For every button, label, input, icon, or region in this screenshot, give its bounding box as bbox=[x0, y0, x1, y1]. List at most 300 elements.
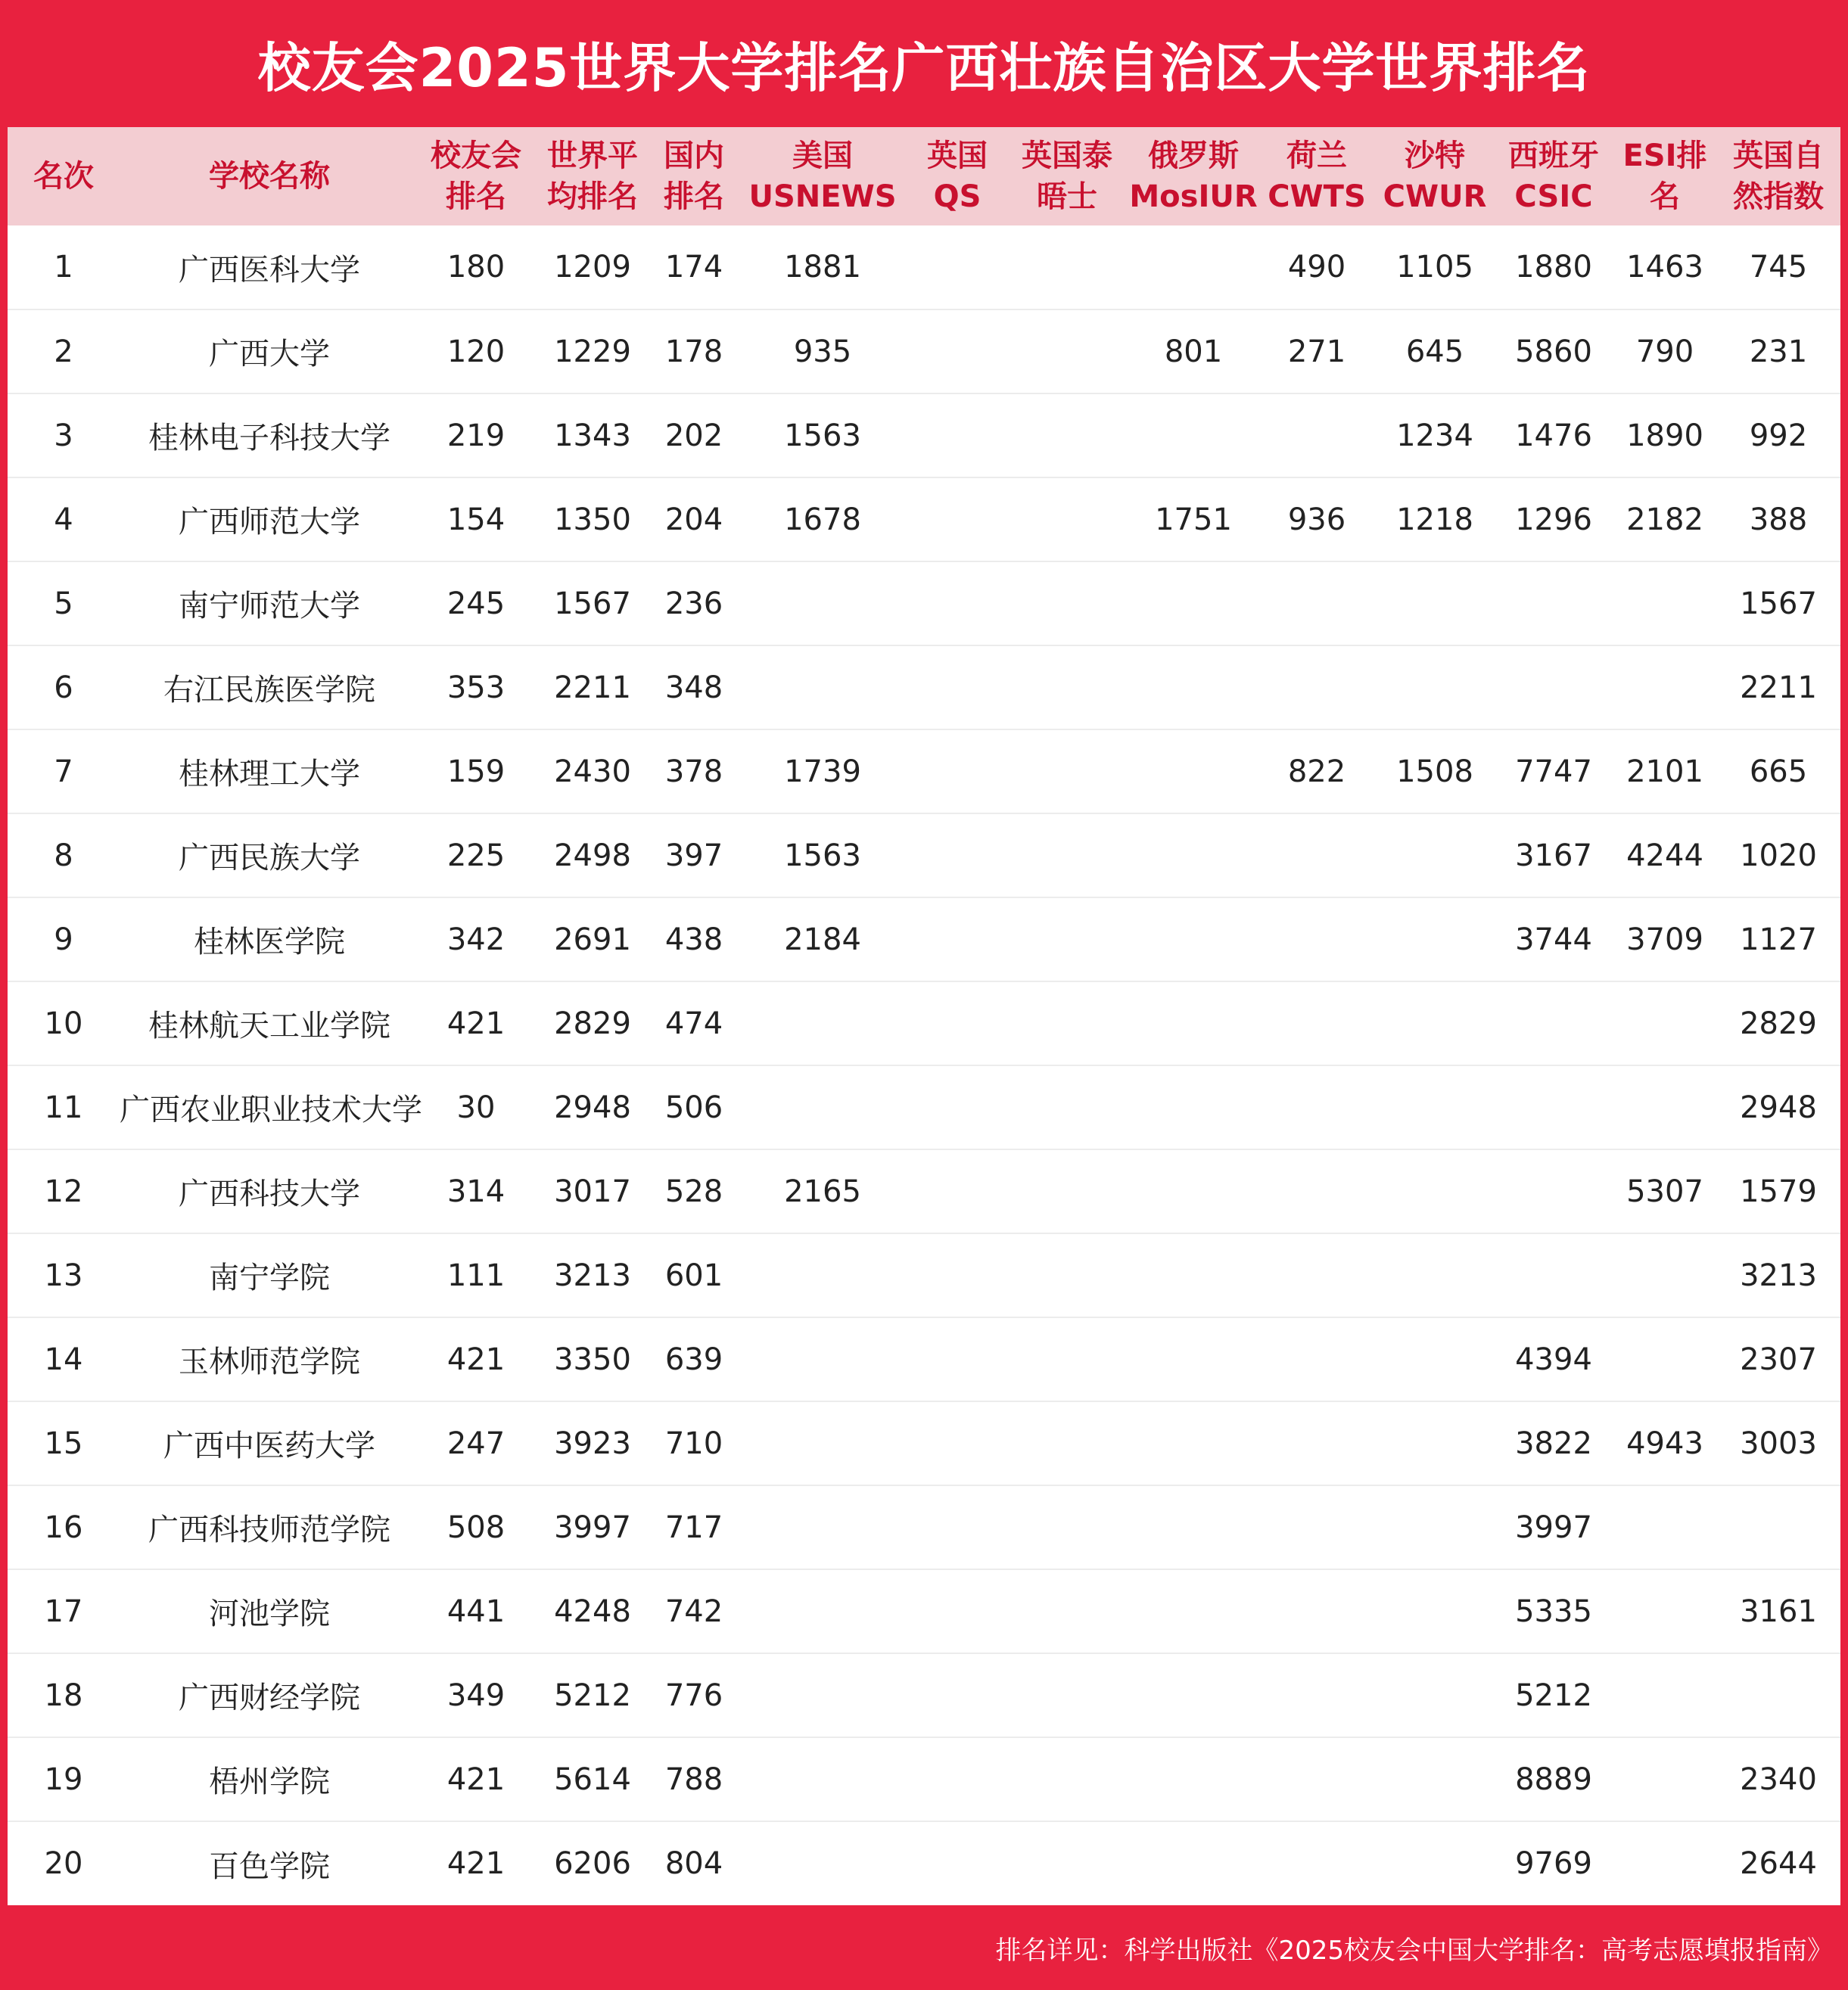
cell-the bbox=[1005, 897, 1129, 981]
cell-mosiur bbox=[1129, 1485, 1258, 1569]
table-row bbox=[8, 1401, 1840, 1485]
cell-nature-index: 2340 bbox=[1716, 1737, 1840, 1821]
cell-world-avg-rank: 3923 bbox=[533, 1401, 652, 1485]
cell-cwur bbox=[1376, 981, 1494, 1065]
cell-qs bbox=[910, 981, 1005, 1065]
cell-csic: 3997 bbox=[1494, 1485, 1613, 1569]
cell-cwur bbox=[1376, 813, 1494, 897]
cell-school-name: 梧州学院 bbox=[120, 1737, 419, 1821]
cell-mosiur bbox=[1129, 1065, 1258, 1149]
cell-rank: 11 bbox=[8, 1065, 120, 1149]
header-col-alumni-rank: 校友会 排名 bbox=[431, 138, 521, 214]
page-title: 校友会2025世界大学排名广西壮族自治区大学世界排名 bbox=[257, 36, 1591, 99]
cell-cwts bbox=[1258, 645, 1376, 729]
cell-world-avg-rank: 3350 bbox=[533, 1317, 652, 1401]
header-col-domestic-rank: 国内 排名 bbox=[664, 138, 724, 214]
cell-world-avg-rank: 2430 bbox=[533, 729, 652, 813]
cell-the bbox=[1005, 645, 1129, 729]
cell-mosiur bbox=[1129, 729, 1258, 813]
cell-alumni-rank: 159 bbox=[419, 729, 533, 813]
cell-alumni-rank: 421 bbox=[419, 1737, 533, 1821]
cell-usnews bbox=[736, 1485, 910, 1569]
cell-mosiur bbox=[1129, 393, 1258, 477]
cell-the bbox=[1005, 1401, 1129, 1485]
cell-cwur bbox=[1376, 561, 1494, 645]
cell-csic bbox=[1494, 1065, 1613, 1149]
cell-school-name: 南宁师范大学 bbox=[120, 561, 419, 645]
header-col-usnews: 美国 USNEWS bbox=[748, 138, 897, 214]
cell-domestic-rank: 710 bbox=[652, 1401, 736, 1485]
cell-rank: 4 bbox=[8, 477, 120, 561]
cell-rank: 16 bbox=[8, 1485, 120, 1569]
cell-nature-index: 1579 bbox=[1716, 1149, 1840, 1233]
cell-nature-index: 2211 bbox=[1716, 645, 1840, 729]
table-row bbox=[8, 981, 1840, 1065]
cell-world-avg-rank: 6206 bbox=[554, 1846, 631, 1881]
cell-nature-index: 1020 bbox=[1716, 813, 1840, 897]
cell-qs bbox=[910, 897, 1005, 981]
cell-alumni-rank: 30 bbox=[419, 1065, 533, 1149]
cell-cwur: 1234 bbox=[1376, 393, 1494, 477]
cell-esi bbox=[1613, 1233, 1716, 1317]
cell-domestic-rank: 776 bbox=[652, 1653, 736, 1737]
cell-domestic-rank: 397 bbox=[652, 813, 736, 897]
cell-qs bbox=[910, 1065, 1005, 1149]
cell-csic bbox=[1494, 1233, 1613, 1317]
cell-rank: 12 bbox=[8, 1149, 120, 1233]
cell-usnews: 2184 bbox=[736, 897, 910, 981]
cell-school-name: 广西民族大学 bbox=[120, 813, 419, 897]
cell-alumni-rank: 225 bbox=[419, 813, 533, 897]
cell-cwur bbox=[1376, 1653, 1494, 1737]
cell-esi: 2101 bbox=[1613, 729, 1716, 813]
table-row bbox=[8, 1653, 1840, 1737]
cell-qs bbox=[910, 1737, 1005, 1821]
cell-alumni-rank: 154 bbox=[419, 477, 533, 561]
cell-qs bbox=[910, 393, 1005, 477]
cell-rank: 8 bbox=[8, 813, 120, 897]
cell-cwts bbox=[1258, 1821, 1376, 1905]
cell-csic: 1296 bbox=[1494, 477, 1613, 561]
footer-source-note: 排名详见：科学出版社《2025校友会中国大学排名：高考志愿填报指南》 bbox=[995, 1935, 1833, 1966]
cell-esi bbox=[1613, 561, 1716, 645]
cell-school-name: 桂林医学院 bbox=[120, 897, 419, 981]
cell-world-avg-rank: 1567 bbox=[533, 561, 652, 645]
cell-cwur bbox=[1376, 1485, 1494, 1569]
cell-rank: 13 bbox=[8, 1233, 120, 1317]
cell-cwts: 822 bbox=[1258, 729, 1376, 813]
cell-qs bbox=[910, 309, 1005, 393]
cell-esi: 1890 bbox=[1613, 393, 1716, 477]
cell-nature-index: 1567 bbox=[1716, 561, 1840, 645]
cell-the bbox=[1005, 729, 1129, 813]
cell-csic bbox=[1494, 1149, 1613, 1233]
cell-school-name: 广西师范大学 bbox=[120, 477, 419, 561]
cell-cwts bbox=[1258, 1317, 1376, 1401]
cell-usnews bbox=[736, 561, 910, 645]
table-row bbox=[8, 1233, 1840, 1317]
table-row bbox=[8, 1737, 1840, 1821]
cell-the bbox=[1005, 225, 1129, 309]
cell-domestic-rank: 742 bbox=[652, 1569, 736, 1653]
cell-alumni-rank: 421 bbox=[446, 1846, 506, 1881]
header-col-csic: 西班牙 CSIC bbox=[1508, 138, 1599, 214]
cell-mosiur bbox=[1129, 981, 1258, 1065]
table-body bbox=[8, 225, 1840, 1905]
cell-cwts bbox=[1258, 1065, 1376, 1149]
cell-cwur: 1105 bbox=[1376, 225, 1494, 309]
cell-the bbox=[1005, 1653, 1129, 1737]
cell-qs bbox=[910, 1485, 1005, 1569]
table-row bbox=[8, 1821, 1840, 1905]
cell-esi bbox=[1613, 1821, 1716, 1905]
cell-usnews bbox=[736, 1065, 910, 1149]
cell-cwts bbox=[1258, 1485, 1376, 1569]
cell-nature-index: 3161 bbox=[1716, 1569, 1840, 1653]
cell-qs bbox=[910, 225, 1005, 309]
cell-cwur bbox=[1376, 1317, 1494, 1401]
table-row bbox=[8, 393, 1840, 477]
cell-qs bbox=[910, 1569, 1005, 1653]
cell-the bbox=[1005, 1737, 1129, 1821]
cell-csic: 5860 bbox=[1494, 309, 1613, 393]
cell-school-name: 广西财经学院 bbox=[120, 1653, 419, 1737]
cell-mosiur bbox=[1129, 1821, 1258, 1905]
cell-mosiur bbox=[1129, 897, 1258, 981]
cell-the bbox=[1005, 309, 1129, 393]
cell-nature-index: 2644 bbox=[1740, 1846, 1817, 1881]
header-col-the: 英国泰 晤士 bbox=[1022, 138, 1112, 214]
cell-rank: 15 bbox=[8, 1401, 120, 1485]
table-row bbox=[8, 1149, 1840, 1233]
cell-qs bbox=[910, 1401, 1005, 1485]
table-row bbox=[8, 813, 1840, 897]
header-col-world-avg-rank: 世界平 均排名 bbox=[547, 138, 638, 214]
cell-esi bbox=[1613, 645, 1716, 729]
cell-mosiur bbox=[1129, 225, 1258, 309]
cell-nature-index bbox=[1716, 1653, 1840, 1737]
cell-domestic-rank: 236 bbox=[652, 561, 736, 645]
cell-the bbox=[1005, 813, 1129, 897]
cell-rank: 7 bbox=[8, 729, 120, 813]
cell-rank: 5 bbox=[8, 561, 120, 645]
cell-alumni-rank: 349 bbox=[419, 1653, 533, 1737]
cell-cwur bbox=[1376, 1401, 1494, 1485]
cell-world-avg-rank: 3213 bbox=[533, 1233, 652, 1317]
cell-csic: 1476 bbox=[1494, 393, 1613, 477]
cell-rank: 2 bbox=[8, 309, 120, 393]
table-row bbox=[8, 1317, 1840, 1401]
cell-esi bbox=[1613, 1569, 1716, 1653]
cell-mosiur: 1751 bbox=[1129, 477, 1258, 561]
cell-school-name: 广西大学 bbox=[120, 309, 419, 393]
cell-school-name: 百色学院 bbox=[209, 1849, 330, 1884]
cell-esi: 1463 bbox=[1613, 225, 1716, 309]
header-col-qs: 英国 QS bbox=[927, 138, 988, 214]
cell-cwur bbox=[1376, 1065, 1494, 1149]
cell-nature-index: 231 bbox=[1716, 309, 1840, 393]
cell-cwur: 1508 bbox=[1376, 729, 1494, 813]
header-col-nature-index: 英国自 然指数 bbox=[1733, 138, 1824, 214]
cell-cwts bbox=[1258, 897, 1376, 981]
cell-cwur: 1218 bbox=[1376, 477, 1494, 561]
cell-rank: 17 bbox=[8, 1569, 120, 1653]
cell-domestic-rank: 528 bbox=[652, 1149, 736, 1233]
cell-alumni-rank: 421 bbox=[419, 981, 533, 1065]
cell-domestic-rank: 378 bbox=[652, 729, 736, 813]
cell-esi bbox=[1613, 981, 1716, 1065]
cell-school-name: 广西中医药大学 bbox=[120, 1401, 419, 1485]
table-row bbox=[8, 897, 1840, 981]
cell-esi: 3709 bbox=[1613, 897, 1716, 981]
cell-mosiur bbox=[1129, 1653, 1258, 1737]
cell-world-avg-rank: 2498 bbox=[533, 813, 652, 897]
cell-mosiur: 801 bbox=[1129, 309, 1258, 393]
cell-world-avg-rank: 4248 bbox=[533, 1569, 652, 1653]
cell-cwts bbox=[1258, 1149, 1376, 1233]
cell-nature-index: 992 bbox=[1716, 393, 1840, 477]
table-row bbox=[8, 477, 1840, 561]
cell-alumni-rank: 219 bbox=[419, 393, 533, 477]
cell-cwur bbox=[1376, 1569, 1494, 1653]
cell-mosiur bbox=[1129, 1569, 1258, 1653]
cell-qs bbox=[910, 1821, 1005, 1905]
cell-cwur bbox=[1376, 897, 1494, 981]
cell-nature-index bbox=[1716, 1485, 1840, 1569]
cell-domestic-rank: 474 bbox=[652, 981, 736, 1065]
cell-cwur bbox=[1376, 1149, 1494, 1233]
cell-cwts bbox=[1258, 1653, 1376, 1737]
cell-esi bbox=[1613, 1485, 1716, 1569]
cell-domestic-rank: 717 bbox=[652, 1485, 736, 1569]
cell-csic: 4394 bbox=[1494, 1317, 1613, 1401]
cell-the bbox=[1005, 1485, 1129, 1569]
cell-usnews: 1739 bbox=[736, 729, 910, 813]
cell-qs bbox=[910, 813, 1005, 897]
cell-cwts: 490 bbox=[1258, 225, 1376, 309]
cell-usnews: 1881 bbox=[736, 225, 910, 309]
cell-cwur: 645 bbox=[1376, 309, 1494, 393]
table-row bbox=[8, 1569, 1840, 1653]
cell-qs bbox=[910, 1317, 1005, 1401]
cell-qs bbox=[910, 1233, 1005, 1317]
cell-usnews bbox=[736, 1569, 910, 1653]
cell-the bbox=[1005, 1569, 1129, 1653]
cell-cwts: 271 bbox=[1258, 309, 1376, 393]
cell-csic: 3822 bbox=[1494, 1401, 1613, 1485]
cell-usnews: 2165 bbox=[736, 1149, 910, 1233]
cell-mosiur bbox=[1129, 813, 1258, 897]
cell-usnews bbox=[736, 1737, 910, 1821]
cell-nature-index: 665 bbox=[1716, 729, 1840, 813]
cell-domestic-rank: 348 bbox=[652, 645, 736, 729]
cell-domestic-rank: 178 bbox=[652, 309, 736, 393]
cell-csic: 7747 bbox=[1494, 729, 1613, 813]
cell-csic: 5212 bbox=[1494, 1653, 1613, 1737]
cell-csic: 1880 bbox=[1494, 225, 1613, 309]
cell-domestic-rank: 438 bbox=[652, 897, 736, 981]
table-row bbox=[8, 561, 1840, 645]
cell-school-name: 广西医科大学 bbox=[120, 225, 419, 309]
cell-mosiur bbox=[1129, 645, 1258, 729]
cell-domestic-rank: 788 bbox=[652, 1737, 736, 1821]
cell-cwts bbox=[1258, 1569, 1376, 1653]
cell-the bbox=[1005, 561, 1129, 645]
cell-world-avg-rank: 1350 bbox=[533, 477, 652, 561]
cell-csic: 5335 bbox=[1494, 1569, 1613, 1653]
cell-mosiur bbox=[1129, 1317, 1258, 1401]
cell-rank: 20 bbox=[44, 1846, 83, 1881]
cell-cwur bbox=[1376, 1821, 1494, 1905]
cell-rank: 6 bbox=[8, 645, 120, 729]
cell-the bbox=[1005, 1317, 1129, 1401]
cell-qs bbox=[910, 729, 1005, 813]
cell-domestic-rank: 174 bbox=[652, 225, 736, 309]
ranking-table bbox=[8, 127, 1840, 1905]
cell-esi bbox=[1613, 1317, 1716, 1401]
cell-esi: 2182 bbox=[1613, 477, 1716, 561]
table-row bbox=[8, 309, 1840, 393]
cell-rank: 18 bbox=[8, 1653, 120, 1737]
cell-alumni-rank: 441 bbox=[419, 1569, 533, 1653]
table-row bbox=[8, 729, 1840, 813]
cell-esi: 790 bbox=[1613, 309, 1716, 393]
header-col-cwts: 荷兰 CWTS bbox=[1268, 138, 1366, 214]
cell-csic: 3167 bbox=[1494, 813, 1613, 897]
table-row bbox=[8, 1485, 1840, 1569]
cell-alumni-rank: 180 bbox=[419, 225, 533, 309]
cell-domestic-rank: 202 bbox=[652, 393, 736, 477]
table-row bbox=[8, 225, 1840, 309]
cell-rank: 1 bbox=[8, 225, 120, 309]
cell-alumni-rank: 245 bbox=[419, 561, 533, 645]
cell-csic: 8889 bbox=[1494, 1737, 1613, 1821]
cell-world-avg-rank: 5212 bbox=[533, 1653, 652, 1737]
cell-cwts bbox=[1258, 1233, 1376, 1317]
cell-cwts bbox=[1258, 981, 1376, 1065]
cell-world-avg-rank: 1209 bbox=[533, 225, 652, 309]
table-row bbox=[8, 645, 1840, 729]
cell-esi: 5307 bbox=[1613, 1149, 1716, 1233]
cell-usnews bbox=[736, 1821, 910, 1905]
cell-domestic-rank: 804 bbox=[664, 1846, 723, 1881]
cell-school-name: 桂林航天工业学院 bbox=[120, 981, 419, 1065]
cell-esi: 4244 bbox=[1613, 813, 1716, 897]
cell-nature-index: 3003 bbox=[1716, 1401, 1840, 1485]
cell-csic bbox=[1494, 645, 1613, 729]
cell-usnews bbox=[736, 645, 910, 729]
cell-usnews bbox=[736, 981, 910, 1065]
cell-the bbox=[1005, 1821, 1129, 1905]
cell-qs bbox=[910, 1653, 1005, 1737]
cell-world-avg-rank: 2829 bbox=[533, 981, 652, 1065]
cell-usnews bbox=[736, 1401, 910, 1485]
cell-qs bbox=[910, 1149, 1005, 1233]
cell-rank: 9 bbox=[8, 897, 120, 981]
cell-qs bbox=[910, 645, 1005, 729]
cell-cwts bbox=[1258, 1737, 1376, 1821]
cell-usnews: 1563 bbox=[736, 813, 910, 897]
cell-the bbox=[1005, 477, 1129, 561]
cell-the bbox=[1005, 393, 1129, 477]
header-col-mosiur: 俄罗斯 MosIUR bbox=[1129, 138, 1258, 214]
cell-cwur bbox=[1376, 645, 1494, 729]
cell-domestic-rank: 204 bbox=[652, 477, 736, 561]
cell-alumni-rank: 342 bbox=[419, 897, 533, 981]
cell-school-name: 桂林理工大学 bbox=[120, 729, 419, 813]
cell-usnews bbox=[736, 1653, 910, 1737]
cell-nature-index: 388 bbox=[1716, 477, 1840, 561]
header-col-cwur: 沙特 CWUR bbox=[1383, 138, 1487, 214]
cell-school-name: 河池学院 bbox=[120, 1569, 419, 1653]
cell-nature-index: 2307 bbox=[1716, 1317, 1840, 1401]
header-col-school-name: 学校名称 bbox=[209, 159, 330, 194]
cell-cwts bbox=[1258, 393, 1376, 477]
cell-world-avg-rank: 2211 bbox=[533, 645, 652, 729]
cell-alumni-rank: 314 bbox=[419, 1149, 533, 1233]
cell-alumni-rank: 353 bbox=[419, 645, 533, 729]
cell-alumni-rank: 421 bbox=[419, 1317, 533, 1401]
cell-mosiur bbox=[1129, 1233, 1258, 1317]
header-col-esi: ESI排 名 bbox=[1622, 138, 1707, 214]
cell-csic bbox=[1494, 981, 1613, 1065]
cell-alumni-rank: 247 bbox=[419, 1401, 533, 1485]
cell-mosiur bbox=[1129, 1401, 1258, 1485]
cell-cwts: 936 bbox=[1258, 477, 1376, 561]
cell-alumni-rank: 508 bbox=[419, 1485, 533, 1569]
cell-mosiur bbox=[1129, 1149, 1258, 1233]
cell-the bbox=[1005, 1233, 1129, 1317]
table-header-row bbox=[8, 127, 1840, 225]
cell-the bbox=[1005, 1149, 1129, 1233]
cell-esi bbox=[1613, 1653, 1716, 1737]
cell-alumni-rank: 120 bbox=[419, 309, 533, 393]
cell-school-name: 南宁学院 bbox=[120, 1233, 419, 1317]
cell-nature-index: 2948 bbox=[1716, 1065, 1840, 1149]
cell-domestic-rank: 639 bbox=[652, 1317, 736, 1401]
cell-world-avg-rank: 1229 bbox=[533, 309, 652, 393]
cell-the bbox=[1005, 1065, 1129, 1149]
cell-school-name: 桂林电子科技大学 bbox=[120, 393, 419, 477]
cell-rank: 10 bbox=[8, 981, 120, 1065]
ranking-table-container bbox=[8, 127, 1840, 1905]
table-row bbox=[8, 1065, 1840, 1149]
cell-mosiur bbox=[1129, 561, 1258, 645]
cell-usnews: 1678 bbox=[736, 477, 910, 561]
cell-nature-index: 2829 bbox=[1716, 981, 1840, 1065]
cell-nature-index: 1127 bbox=[1716, 897, 1840, 981]
header-col-rank: 名次 bbox=[33, 159, 94, 194]
cell-school-name: 玉林师范学院 bbox=[120, 1317, 419, 1401]
cell-cwur bbox=[1376, 1233, 1494, 1317]
cell-school-name: 右江民族医学院 bbox=[120, 645, 419, 729]
cell-mosiur bbox=[1129, 1737, 1258, 1821]
cell-domestic-rank: 601 bbox=[652, 1233, 736, 1317]
cell-usnews bbox=[736, 1317, 910, 1401]
cell-csic: 3744 bbox=[1494, 897, 1613, 981]
cell-alumni-rank: 111 bbox=[419, 1233, 533, 1317]
cell-world-avg-rank: 2948 bbox=[533, 1065, 652, 1149]
cell-esi bbox=[1613, 1737, 1716, 1821]
cell-school-name: 广西科技师范学院 bbox=[120, 1485, 419, 1569]
cell-the bbox=[1005, 981, 1129, 1065]
cell-school-name: 广西农业职业技术大学 bbox=[120, 1065, 419, 1149]
cell-world-avg-rank: 2691 bbox=[533, 897, 652, 981]
cell-school-name: 广西科技大学 bbox=[120, 1149, 419, 1233]
cell-csic: 9769 bbox=[1515, 1846, 1592, 1881]
cell-qs bbox=[910, 477, 1005, 561]
cell-world-avg-rank: 5614 bbox=[533, 1737, 652, 1821]
